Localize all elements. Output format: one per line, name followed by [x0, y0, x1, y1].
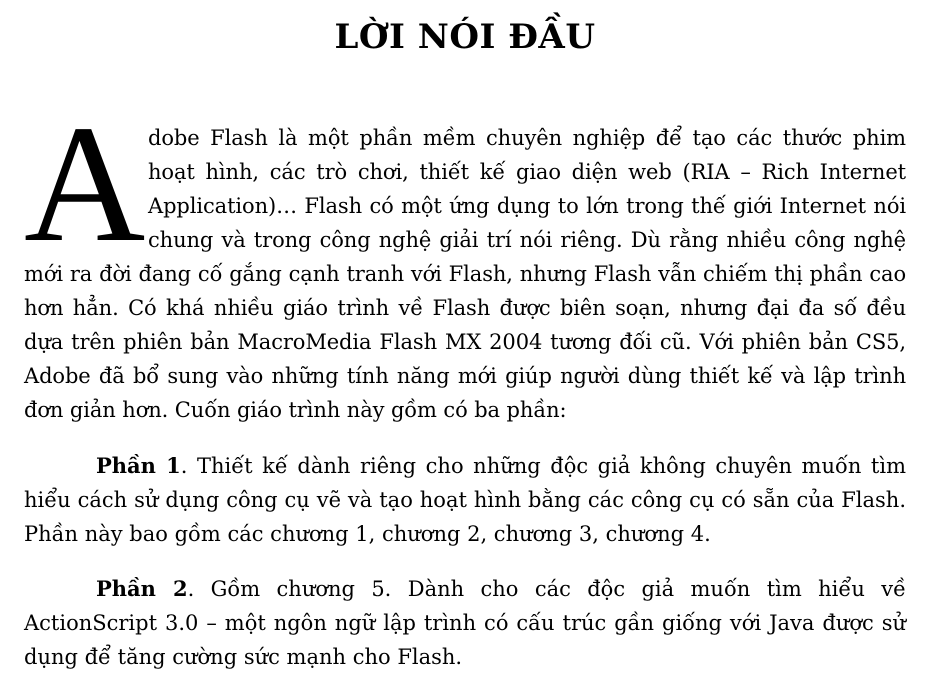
- intro-paragraph: dobe Flash là một phần mềm chuyên nghiệp để tạo các thước phim hoạt hình, các trò chơi, thiết kế giao diện web (RIA – Rich Internet Application)… Flash có một ứng dụng to lớn trong thế giới Internet nói chung và trong công nghệ giải trí nói riêng. Dù rằng nhiều công nghệ mới ra đời đang cố gắng cạnh tranh với Flash, nhưng Flash vẫn chiếm thị phần cao hơn hẳn. Có khá nhiều giáo trình về Flash được biên soạn, nhưng đại đa số đều dựa trên phiên bản MacroMedia Flash MX 2004 tương đối cũ. Với phiên bản CS5, Adobe đã bổ sung vào những tính năng mới giúp người dùng thiết kế và lập trình đơn giản hơn. Cuốn giáo trình này gồm có ba phần:: [24, 126, 906, 422]
- part-2-paragraph: [24, 572, 906, 674]
- intro-paragraph-block: [24, 91, 906, 427]
- part-1-block: [24, 449, 906, 551]
- document-page: [24, 0, 906, 688]
- part-1-paragraph: [24, 449, 906, 551]
- part-2-label: Phần 2: [96, 576, 188, 601]
- part-2-block: [24, 572, 906, 674]
- part-1-text: . Thiết kế dành riêng cho những độc giả không chuyên muốn tìm hiểu cách sử dụng công cụ vẽ và tạo hoạt hình bằng các công cụ có sẵn của Flash. Phần này bao gồm các chương 1, chương 2, chương 3, chương 4.: [24, 454, 906, 546]
- part-2-text: . Gồm chương 5. Dành cho các độc giả muốn tìm hiểu về ActionScript 3.0 – một ngôn ngữ lập trình có cấu trúc gần giống với Java được sử dụng để tăng cường sức mạnh cho Flash.: [24, 577, 906, 669]
- part-1-label: Phần 1: [96, 453, 181, 478]
- drop-cap: A: [24, 91, 146, 277]
- page-title: LỜI NÓI ĐẦU: [334, 17, 596, 57]
